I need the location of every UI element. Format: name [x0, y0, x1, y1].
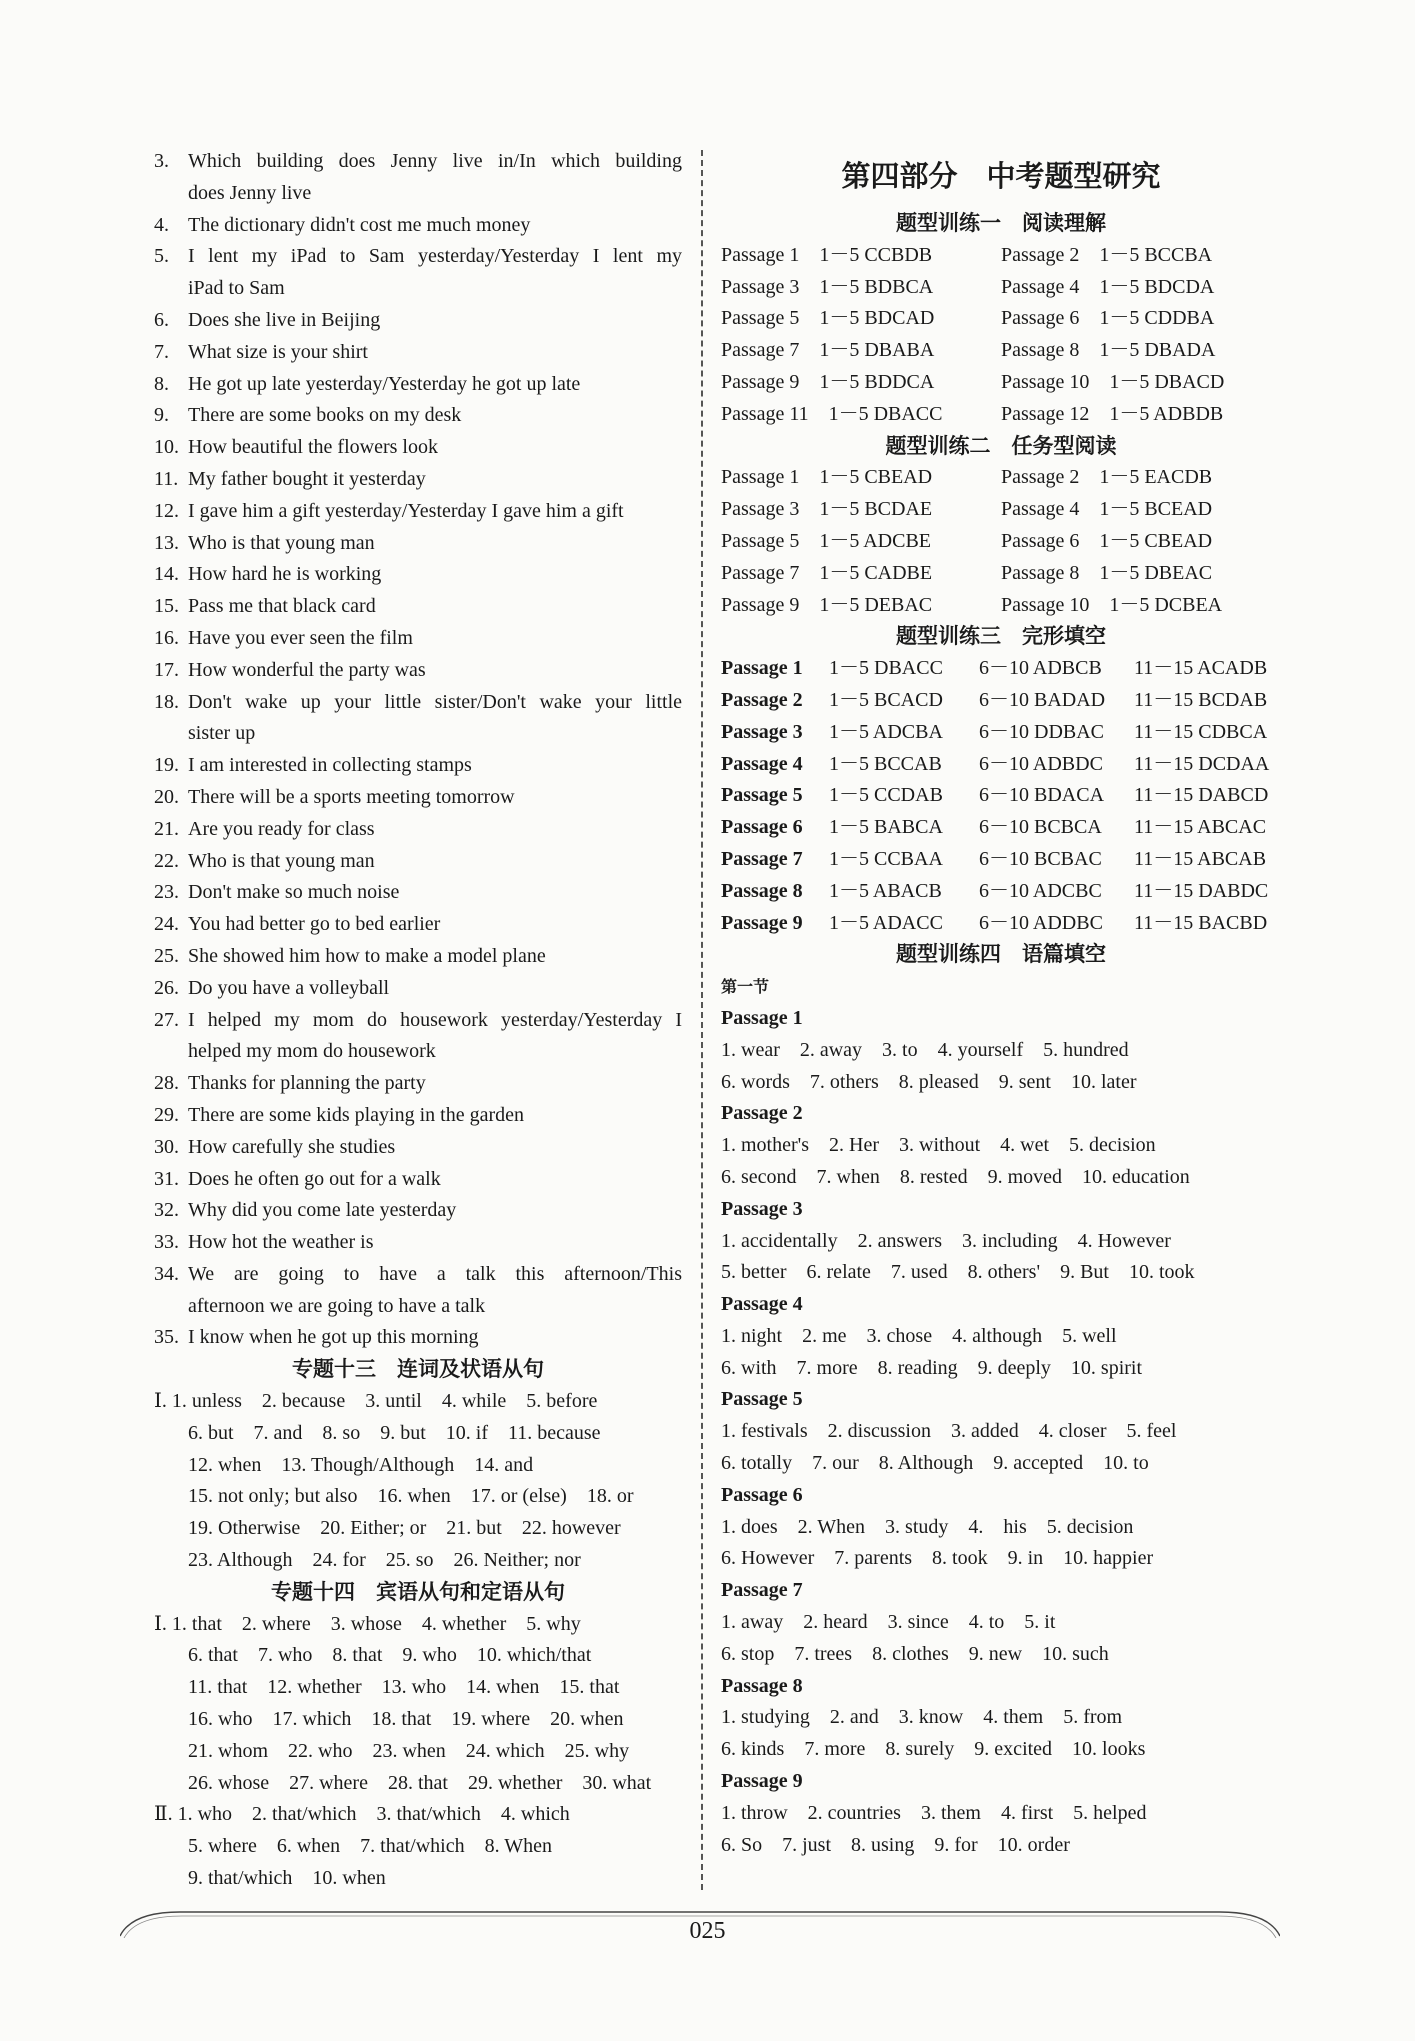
sentence-item: 26. Do you have a volleyball [154, 973, 682, 1005]
sentence-item: 31. Does he often go out for a walk [154, 1164, 682, 1196]
answer-line: 11. that 12. whether 13. who 14. when 15. that [188, 1676, 620, 1699]
passage-name: Passage 2 [721, 688, 803, 711]
sentence-item: 29. There are some kids playing in the garden [154, 1100, 682, 1132]
sentence-item: 18. Don't wake up your little sister/Don't wake your little [154, 687, 682, 719]
answer-group: 11－15 DCDAA [1134, 752, 1270, 775]
passage-label: Passage 5 [721, 1388, 803, 1411]
passage-answer: Passage 12 1－5 ADBDB [1001, 402, 1224, 425]
answer-line: 1. studying 2. and 3. know 4. them 5. from [721, 1706, 1123, 1729]
answer-line: 1. accidentally 2. answers 3. including 4. However [721, 1229, 1171, 1252]
answer-line: 6. So 7. just 8. using 9. for 10. order [721, 1833, 1070, 1856]
item-text: Which building does Jenny live in/In which building [188, 150, 682, 172]
sentence-item: 25. She showed him how to make a model plane [154, 941, 682, 973]
answer-row [721, 367, 1281, 399]
passage-name: Passage 3 [721, 720, 803, 743]
answer-line: 6. However 7. parents 8. took 9. in 10. happier [721, 1547, 1154, 1570]
sentence-item: 21. Are you ready for class [154, 814, 682, 846]
section-heading: 题型训练三 完形填空 [896, 624, 1106, 649]
answer-line: 5. where 6. when 7. that/which 8. When [188, 1835, 552, 1858]
item-text: Who is that young man [188, 849, 375, 872]
item-text: There are some kids playing in the garden [188, 1103, 524, 1126]
section-heading: 题型训练一 阅读理解 [896, 211, 1106, 235]
passage-answer: Passage 4 1－5 BCEAD [1001, 498, 1213, 521]
answer-row [721, 272, 1281, 304]
answer-line: 6. stop 7. trees 8. clothes 9. new 10. such [721, 1642, 1109, 1665]
section-heading: 题型训练二 任务型阅读 [885, 433, 1117, 458]
answer-group: 11－15 ABCAB [1134, 847, 1267, 870]
sentence-item: 9. There are some books on my desk [154, 400, 682, 432]
answer-row [721, 558, 1281, 590]
answer-group: 1－5 CCBAA [829, 847, 943, 870]
item-text: She showed him how to make a model plane [188, 944, 546, 967]
item-text: You had better go to bed earlier [188, 913, 441, 936]
answer-line: 1. away 2. heard 3. since 4. to 5. it [721, 1611, 1056, 1634]
passage-name: Passage 5 [721, 784, 803, 807]
answer-group: 11－15 BCDAB [1134, 688, 1268, 711]
sentence-item: 30. How carefully she studies [154, 1132, 682, 1164]
sentence-item: 17. How wonderful the party was [154, 655, 682, 687]
passage-answer: Passage 6 1－5 CDDBA [1001, 307, 1215, 330]
answer-row [721, 462, 1281, 494]
passage-name: Passage 1 [721, 657, 803, 680]
passage-label: Passage 9 [721, 1770, 803, 1793]
passage-name: Passage 7 [721, 847, 803, 870]
item-text: Don't wake up your little sister/Don't wake your little [188, 690, 682, 713]
item-text: I helped my mom do housework yesterday/Yesterday I [188, 1008, 682, 1031]
cloze-row [721, 780, 1281, 812]
answer-line: Ⅰ. 1. unless 2. because 3. until 4. while 5. before [154, 1390, 598, 1413]
answer-group: 6－10 ADDBC [979, 911, 1103, 934]
answer-row [721, 240, 1281, 272]
answer-row [721, 590, 1281, 622]
item-text: I lent my iPad to Sam yesterday/Yesterday I lent my [188, 245, 682, 268]
answer-group: 11－15 DABDC [1134, 879, 1269, 902]
passage-answer: Passage 6 1－5 CBEAD [1001, 529, 1213, 552]
answer-line: Ⅰ. 1. that 2. where 3. whose 4. whether 5. why [154, 1612, 581, 1635]
item-continuation: sister up [188, 722, 256, 745]
item-text: Do you have a volleyball [188, 976, 390, 999]
answer-line: 5. better 6. relate 7. used 8. others' 9. But 10. took [721, 1261, 1195, 1284]
passage-label: Passage 4 [721, 1293, 803, 1316]
answer-group: 6－10 BDACA [979, 784, 1105, 807]
column-divider [701, 150, 703, 1890]
item-text: Pass me that black card [188, 595, 376, 618]
sentence-item: 24. You had better go to bed earlier [154, 909, 682, 941]
passage-name: Passage 8 [721, 879, 803, 902]
item-text: We are going to have a talk this afternoon/This [188, 1262, 682, 1285]
passage-name: Passage 9 [721, 911, 803, 934]
item-text: The dictionary didn't cost me much money [188, 213, 531, 236]
answer-line: 19. Otherwise 20. Either; or 21. but 22. however [188, 1517, 621, 1540]
item-text: How carefully she studies [188, 1135, 396, 1158]
sentence-item: 10. How beautiful the flowers look [154, 432, 682, 464]
sentence-item: 28. Thanks for planning the party [154, 1068, 682, 1100]
answer-line: 1. throw 2. countries 3. them 4. first 5. helped [721, 1801, 1147, 1824]
cloze-row [721, 812, 1281, 844]
cloze-row [721, 653, 1281, 685]
item-text: How hard he is working [188, 563, 382, 586]
answer-line: 15. not only; but also 16. when 17. or (else) 18. or [188, 1485, 634, 1508]
answer-group: 6－10 ADBDC [979, 752, 1103, 775]
item-text: My father bought it yesterday [188, 467, 426, 490]
answer-group: 11－15 BACBD [1134, 911, 1268, 934]
passage-answer: Passage 8 1－5 DBADA [1001, 339, 1216, 362]
answer-group: 6－10 ADBCB [979, 657, 1102, 680]
answer-group: 1－5 BABCA [829, 816, 943, 839]
sentence-item: 23. Don't make so much noise [154, 877, 682, 909]
passage-answer: Passage 5 1－5 BDCAD [721, 307, 935, 330]
answer-group: 1－5 CCDAB [829, 784, 943, 807]
answer-group: 6－10 ADCBC [979, 879, 1102, 902]
item-text: Who is that young man [188, 531, 375, 554]
passage-answer: Passage 5 1－5 ADCBE [721, 529, 931, 552]
cloze-row [721, 844, 1281, 876]
answer-line: 26. whose 27. where 28. that 29. whether 30. what [188, 1771, 652, 1794]
passage-label: Passage 8 [721, 1674, 803, 1697]
item-text: I gave him a gift yesterday/Yesterday I gave him a gift [188, 499, 624, 522]
answer-line: 1. wear 2. away 3. to 4. yourself 5. hundred [721, 1038, 1129, 1061]
answer-group: 1－5 DBACC [829, 657, 943, 680]
answer-line: 1. mother's 2. Her 3. without 4. wet 5. decision [721, 1134, 1156, 1157]
item-continuation: helped my mom do housework [188, 1040, 436, 1063]
item-text: I am interested in collecting stamps [188, 754, 472, 777]
item-text: Does he often go out for a walk [188, 1167, 441, 1190]
cloze-row [721, 749, 1281, 781]
item-text: Have you ever seen the film [188, 626, 413, 649]
item-text: Don't make so much noise [188, 881, 400, 904]
passage-answer: Passage 2 1－5 BCCBA [1001, 243, 1213, 266]
sentence-item: 14. How hard he is working [154, 559, 682, 591]
passage-answer: Passage 4 1－5 BDCDA [1001, 275, 1215, 298]
item-text: Why did you come late yesterday [188, 1199, 457, 1222]
sentence-item: 22. Who is that young man [154, 846, 682, 878]
sentence-item: 27. I helped my mom do housework yesterday/Yesterday I [154, 1005, 682, 1037]
answer-line: 16. who 17. which 18. that 19. where 20. when [188, 1708, 624, 1731]
sentence-item: 33. How hot the weather is [154, 1227, 682, 1259]
answer-line: 1. festivals 2. discussion 3. added 4. closer 5. feel [721, 1420, 1177, 1443]
answer-group: 1－5 BCACD [829, 688, 943, 711]
answer-row [721, 399, 1281, 431]
item-continuation: iPad to Sam [188, 277, 285, 300]
answer-line: 9. that/which 10. when [188, 1867, 386, 1890]
answer-line: 6. with 7. more 8. reading 9. deeply 10. spirit [721, 1356, 1143, 1379]
section-heading: 专题十四 宾语从句和定语从句 [271, 1579, 565, 1604]
passage-label: Passage 3 [721, 1197, 803, 1220]
passage-label: Passage 2 [721, 1102, 803, 1125]
answer-line: 6. words 7. others 8. pleased 9. sent 10. later [721, 1070, 1137, 1093]
item-text: How beautiful the flowers look [188, 436, 438, 459]
passage-name: Passage 6 [721, 816, 803, 839]
sentence-item: 8. He got up late yesterday/Yesterday he got up late [154, 369, 682, 401]
answer-line: 23. Although 24. for 25. so 26. Neither; nor [188, 1549, 581, 1572]
answer-line: 1. does 2. When 3. study 4. his 5. decision [721, 1515, 1134, 1538]
passage-label: Passage 6 [721, 1483, 803, 1506]
sentence-item: 20. There will be a sports meeting tomorrow [154, 782, 682, 814]
cloze-row [721, 908, 1281, 940]
passage-name: Passage 4 [721, 752, 803, 775]
passage-answer: Passage 2 1－5 EACDB [1001, 466, 1213, 489]
sentence-item: 4. The dictionary didn't cost me much money [154, 210, 682, 242]
part-title: 第四部分 中考题型研究 [841, 159, 1161, 193]
answer-group: 1－5 ADCBA [829, 720, 943, 743]
answer-line: 6. but 7. and 8. so 9. but 10. if 11. because [188, 1421, 601, 1444]
item-text: How hot the weather is [188, 1231, 374, 1254]
answer-row [721, 303, 1281, 335]
passage-label: Passage 7 [721, 1579, 803, 1602]
item-continuation: does Jenny live [188, 181, 312, 204]
passage-answer: Passage 1 1－5 CBEAD [721, 466, 933, 489]
passage-answer: Passage 11 1－5 DBACC [721, 402, 943, 425]
item-continuation: afternoon we are going to have a talk [188, 1294, 486, 1317]
answer-line: 6. kinds 7. more 8. surely 9. excited 10. looks [721, 1738, 1146, 1761]
passage-answer: Passage 3 1－5 BDBCA [721, 275, 934, 298]
answer-line: 6. totally 7. our 8. Although 9. accepted 10. to [721, 1452, 1149, 1475]
sentence-item: 35. I know when he got up this morning [154, 1322, 682, 1354]
answer-line: 6. that 7. who 8. that 9. who 10. which/that [188, 1644, 592, 1667]
answer-group: 11－15 CDBCA [1134, 720, 1268, 743]
answer-group: 1－5 ABACB [829, 879, 942, 902]
answer-group: 1－5 ADACC [829, 911, 943, 934]
item-text: He got up late yesterday/Yesterday he got up late [188, 372, 581, 395]
sentence-item: 13. Who is that young man [154, 528, 682, 560]
answer-group: 6－10 BCBCA [979, 816, 1102, 839]
passage-answer: Passage 7 1－5 DBABA [721, 339, 935, 362]
answer-group: 11－15 ACADB [1134, 657, 1268, 680]
answer-line: 1. night 2. me 3. chose 4. although 5. well [721, 1324, 1117, 1347]
cloze-row [721, 685, 1281, 717]
sentence-item: 19. I am interested in collecting stamps [154, 750, 682, 782]
answer-group: 1－5 BCCAB [829, 752, 942, 775]
passage-answer: Passage 8 1－5 DBEAC [1001, 561, 1213, 584]
answer-group: 6－10 BADAD [979, 688, 1106, 711]
sentence-item: 15. Pass me that black card [154, 591, 682, 623]
answer-group: 11－15 ABCAC [1134, 816, 1267, 839]
sentence-item: 3. Which building does Jenny live in/In which building [154, 146, 682, 178]
answer-group: 6－10 BCBAC [979, 847, 1102, 870]
item-text: There are some books on my desk [188, 404, 462, 427]
passage-answer: Passage 1 1－5 CCBDB [721, 243, 933, 266]
answer-line: 12. when 13. Though/Although 14. and [188, 1453, 534, 1476]
passage-answer: Passage 3 1－5 BCDAE [721, 498, 933, 521]
answer-group: 11－15 DABCD [1134, 784, 1269, 807]
item-text: How wonderful the party was [188, 658, 426, 681]
answer-row [721, 335, 1281, 367]
item-text: Thanks for planning the party [188, 1072, 426, 1095]
cloze-row [721, 717, 1281, 749]
sentence-item: 11. My father bought it yesterday [154, 464, 682, 496]
answer-line: 21. whom 22. who 23. when 24. which 25. why [188, 1739, 630, 1762]
sentence-item: 5. I lent my iPad to Sam yesterday/Yesterday I lent my [154, 241, 682, 273]
item-text: I know when he got up this morning [188, 1326, 479, 1349]
section-heading: 题型训练四 语篇填空 [896, 942, 1106, 967]
passage-label: Passage 1 [721, 1006, 803, 1029]
passage-answer: Passage 10 1－5 DBACD [1001, 370, 1225, 393]
sentence-item: 34. We are going to have a talk this afternoon/This [154, 1259, 682, 1291]
passage-answer: Passage 9 1－5 BDDCA [721, 370, 935, 393]
item-text: Are you ready for class [188, 817, 375, 840]
answer-line: 6. second 7. when 8. rested 9. moved 10. education [721, 1165, 1190, 1188]
item-text: What size is your shirt [188, 340, 368, 363]
item-text: There will be a sports meeting tomorrow [188, 785, 515, 808]
right-column [721, 146, 1281, 1861]
sentence-item: 6. Does she live in Beijing [154, 305, 682, 337]
passage-answer: Passage 7 1－5 CADBE [721, 561, 933, 584]
answer-group: 6－10 DDBAC [979, 720, 1105, 743]
section-label: 第一节 [721, 977, 770, 997]
sentence-item: 32. Why did you come late yesterday [154, 1195, 682, 1227]
sentence-item: 12. I gave him a gift yesterday/Yesterday I gave him a gift [154, 496, 682, 528]
page-number: 025 [689, 1918, 726, 1944]
item-text: Does she live in Beijing [188, 308, 381, 331]
answer-line: Ⅱ. 1. who 2. that/which 3. that/which 4. which [154, 1803, 570, 1826]
left-column [154, 146, 682, 1895]
cloze-row [721, 876, 1281, 908]
passage-answer: Passage 9 1－5 DEBAC [721, 593, 933, 616]
sentence-item: 16. Have you ever seen the film [154, 623, 682, 655]
passage-answer: Passage 10 1－5 DCBEA [1001, 593, 1223, 616]
sentence-item: 7. What size is your shirt [154, 337, 682, 369]
answer-row [721, 526, 1281, 558]
section-heading: 专题十三 连词及状语从句 [292, 1357, 544, 1382]
answer-row [721, 494, 1281, 526]
